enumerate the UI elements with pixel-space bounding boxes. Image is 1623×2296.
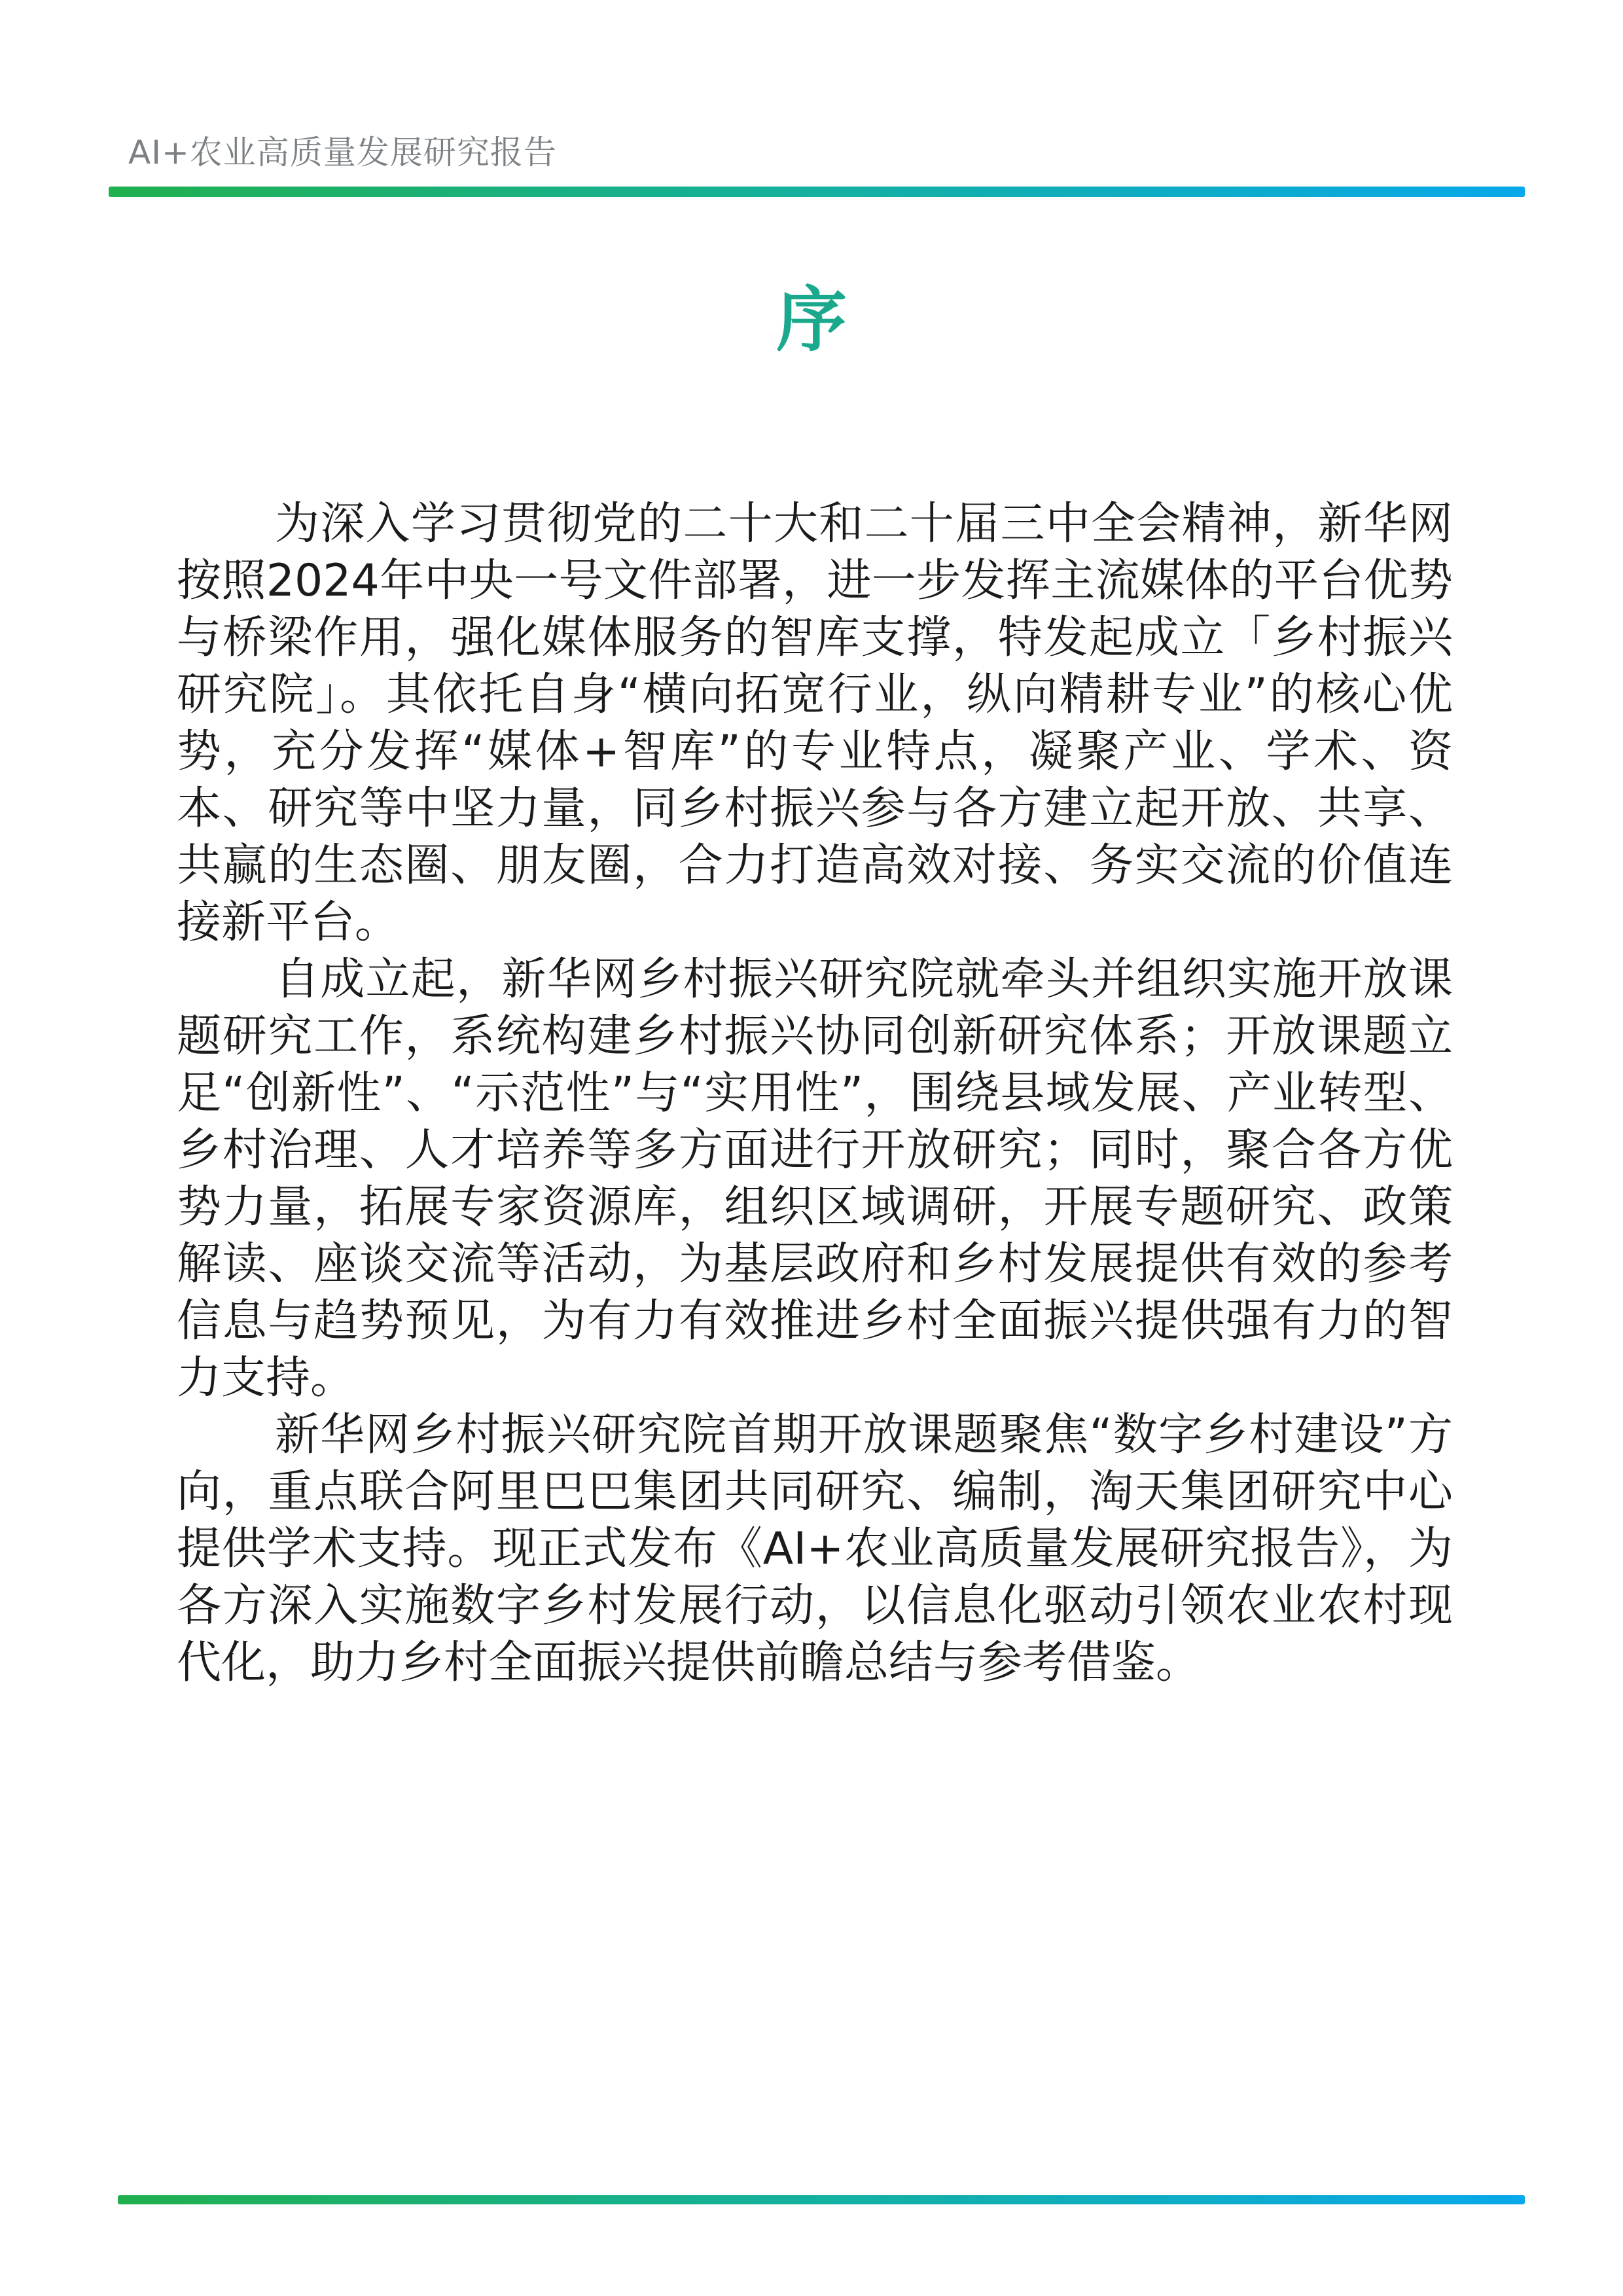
header-rule — [109, 187, 1525, 197]
paragraph-1: 为深入学习贯彻党的二十大和二十届三中全会精神，新华网按照2024年中央一号文件部署，进一步发挥主流媒体的平台优势与桥梁作用，强化媒体服务的智库支撑，特发起成立「乡村振兴研究院」。其依托自身“横向拓宽行业，纵向精耕专业”的核心优势，充分发挥“媒体+智库”的专业特点，凝聚产业、学术、资本、研究等中坚力量，同乡村振兴参与各方建立起开放、共享、共赢的生态圈、朋友圈，合力打造高效对接、务实交流的价值连接新平台。 — [177, 498, 1453, 948]
footer-rule — [118, 2195, 1525, 2204]
paragraph-2: 自成立起，新华网乡村振兴研究院就牵头并组织实施开放课题研究工作，系统构建乡村振兴协同创新研究体系；开放课题立足“创新性”、“示范性”与“实用性”，围绕县域发展、产业转型、乡村治理、人才培养等多方面进行开放研究；同时，聚合各方优势力量，拓展专家资源库，组织区域调研，开展专题研究、政策解读、座谈交流等活动，为基层政府和乡村发展提供有效的参考信息与趋势预见，为有力有效推进乡村全面振兴提供强有力的智力支持。 — [177, 954, 1453, 1404]
running-header: AI+农业高质量发展研究报告 — [128, 134, 557, 171]
paragraph-3: 新华网乡村振兴研究院首期开放课题聚焦“数字乡村建设”方向，重点联合阿里巴巴集团共同研究、编制，淘天集团研究中心提供学术支持。现正式发布《AI+农业高质量发展研究报告》，为各方深入实施数字乡村发展行动，以信息化驱动引领农业农村现代化，助力乡村全面振兴提供前瞻总结与参考借鉴。 — [177, 1409, 1453, 1689]
preface-body — [177, 495, 1453, 1691]
section-title: 序 — [776, 279, 847, 361]
